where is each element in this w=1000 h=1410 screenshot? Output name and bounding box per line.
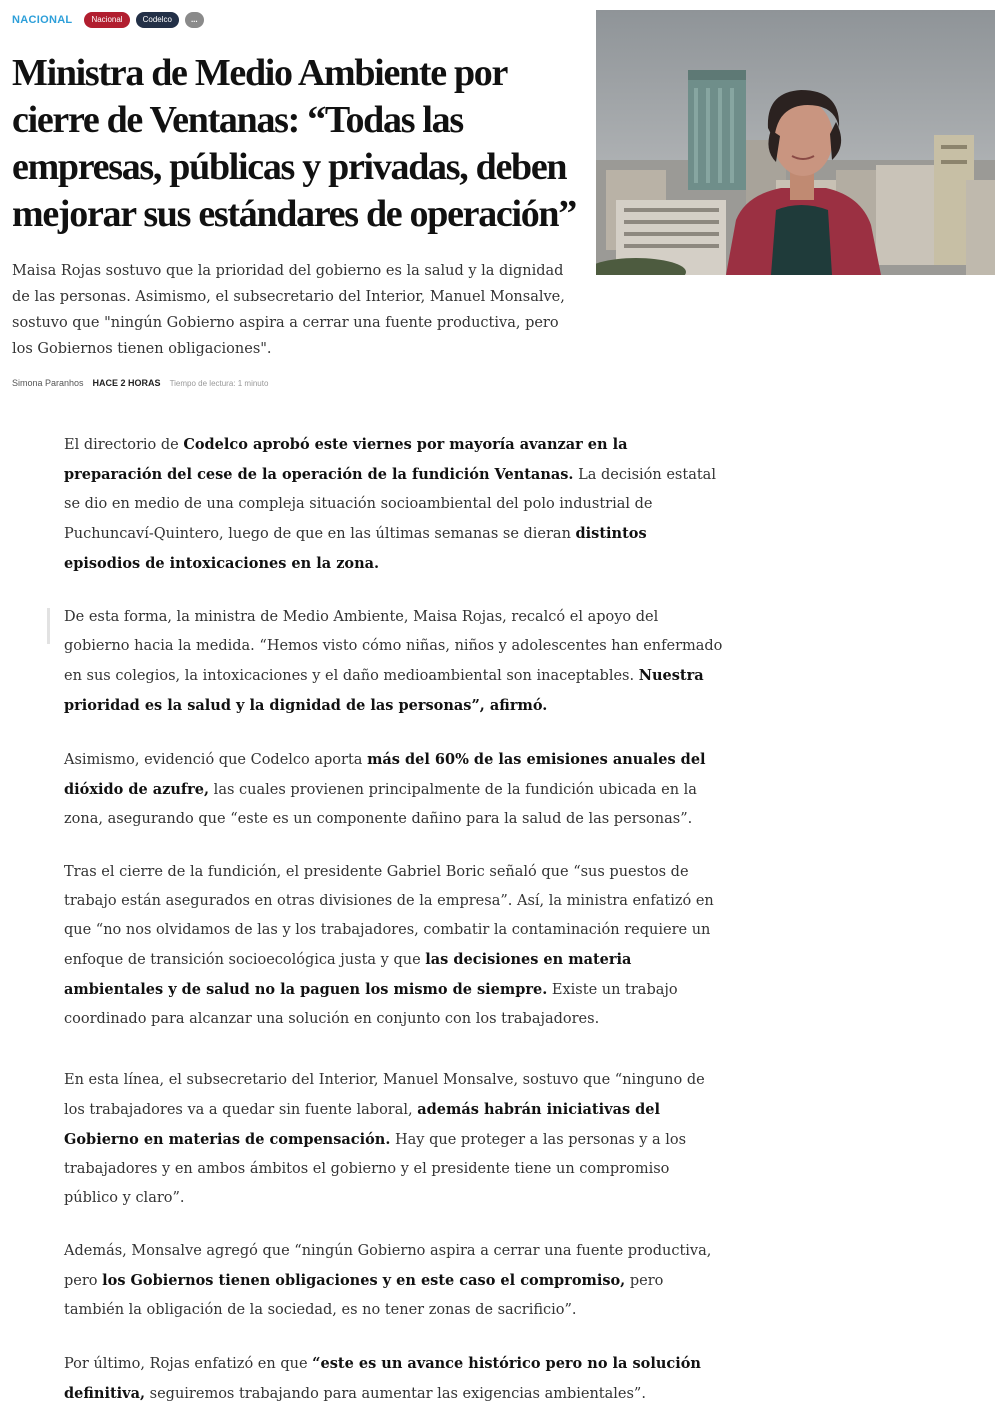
byline	[12, 378, 582, 388]
more-tags-button[interactable]: ...	[185, 12, 204, 28]
bold-text: los Gobiernos tienen obligaciones y en este caso el compromiso,	[102, 1272, 626, 1289]
body-text: La decisión estatal se dio en medio de una compleja situación socioambiental del polo industrial de Puchuncaví-Quintero, luego de que en las últimas semanas se dieran	[64, 467, 716, 542]
bold-text: Nuestra prioridad es la salud y la dignidad de las personas”, afirmó.	[64, 667, 704, 714]
author-name[interactable]: Simona Paranhos	[12, 378, 84, 388]
paragraph-3	[64, 745, 724, 834]
paragraph-4	[64, 858, 724, 1034]
body-text: Tras el cierre de la fundición, el presidente Gabriel Boric señaló que “sus puestos de trabajo están asegurados en otras divisiones de la empresa”. Así, la ministra enfatizó en que “no nos olvidamos de las y los trabajadores, combatir la contaminación requiere un enfoque de transición socioecológica justa y que	[64, 864, 714, 968]
body-text: Asimismo, evidenció que Codelco aporta	[64, 752, 368, 768]
paragraph-5	[64, 1066, 724, 1213]
paragraph-2	[64, 603, 724, 721]
tag-bar	[12, 10, 582, 30]
article-body	[64, 430, 724, 1409]
body-text: De esta forma, la ministra de Medio Ambiente, Maisa Rojas, recalcó el apoyo del gobierno hacia la medida. “Hemos visto cómo niñas, niños y adolescentes han enfermado en sus colegios, la intoxicaciones y el daño medioambiental son inaceptables.	[64, 609, 723, 684]
body-text: pero también la obligación de la sociedad, es no tener zonas de sacrificio”.	[64, 1273, 664, 1318]
body-text: Además, Monsalve agregó que “ningún Gobierno aspira a cerrar una fuente productiva, pero	[64, 1243, 712, 1289]
section-link[interactable]: NACIONAL	[12, 14, 73, 26]
bold-text: Codelco aprobó este viernes por mayoría avanzar en la preparación del cese de la operación de la fundición Ventanas.	[64, 436, 628, 483]
body-text: Por último, Rojas enfatizó en que	[64, 1356, 313, 1372]
body-text: En esta línea, el subsecretario del Interior, Manuel Monsalve, sostuvo que “ninguno de los trabajadores va a quedar sin fuente laboral,	[64, 1072, 705, 1118]
photo-of-minister	[596, 10, 995, 275]
reading-time: Tiempo de lectura: 1 minuto	[169, 379, 269, 388]
bold-text: las decisiones en materia ambientales y de salud no la paguen los mismo de siempre.	[64, 951, 632, 998]
tag-nacional[interactable]: Nacional	[84, 12, 129, 28]
headline: Ministra de Medio Ambiente por cierre de Ventanas: “Todas las empresas, públicas y privadas, deben mejorar sus estándares de operación”	[12, 52, 576, 235]
publish-time: HACE 2 HORAS	[92, 378, 161, 388]
bold-text: “este es un avance histórico pero no la solución definitiva,	[64, 1355, 701, 1402]
body-text: El directorio de	[64, 437, 184, 453]
paragraph-7	[64, 1349, 724, 1409]
tag-codelco[interactable]: Codelco	[136, 12, 179, 28]
paragraph-1	[64, 430, 724, 579]
body-text: las cuales provienen principalmente de la fundición ubicada en la zona, asegurando que “este es un componente dañino para la salud de las personas”.	[64, 782, 697, 827]
bold-text: además habrán iniciativas del Gobierno en materias de compensación.	[64, 1101, 661, 1148]
body-text: seguiremos trabajando para aumentar las exigencias ambientales”.	[145, 1386, 646, 1402]
paragraph-6	[64, 1237, 724, 1325]
quote-indicator	[47, 608, 50, 644]
body-text: Existe un trabajo coordinado para alcanzar una solución en conjunto con los trabajadores.	[64, 982, 678, 1027]
article-header	[12, 10, 582, 388]
article-summary: Maisa Rojas sostuvo que la prioridad del gobierno es la salud y la dignidad de las personas. Asimismo, el subsecretario del Interior, Manuel Monsalve, sostuvo que "ningún Gobierno aspira a cerrar una fuente productiva, pero los Gobiernos tienen obligaciones".	[12, 263, 565, 357]
bold-text: más del 60% de las emisiones anuales del dióxido de azufre,	[64, 751, 706, 798]
bold-text: distintos episodios de intoxicaciones en la zona.	[64, 525, 647, 572]
body-text: Hay que proteger a las personas y a los trabajadores y en ambos ámbitos el gobierno y el presidente tiene un compromiso público y claro”.	[64, 1132, 687, 1206]
